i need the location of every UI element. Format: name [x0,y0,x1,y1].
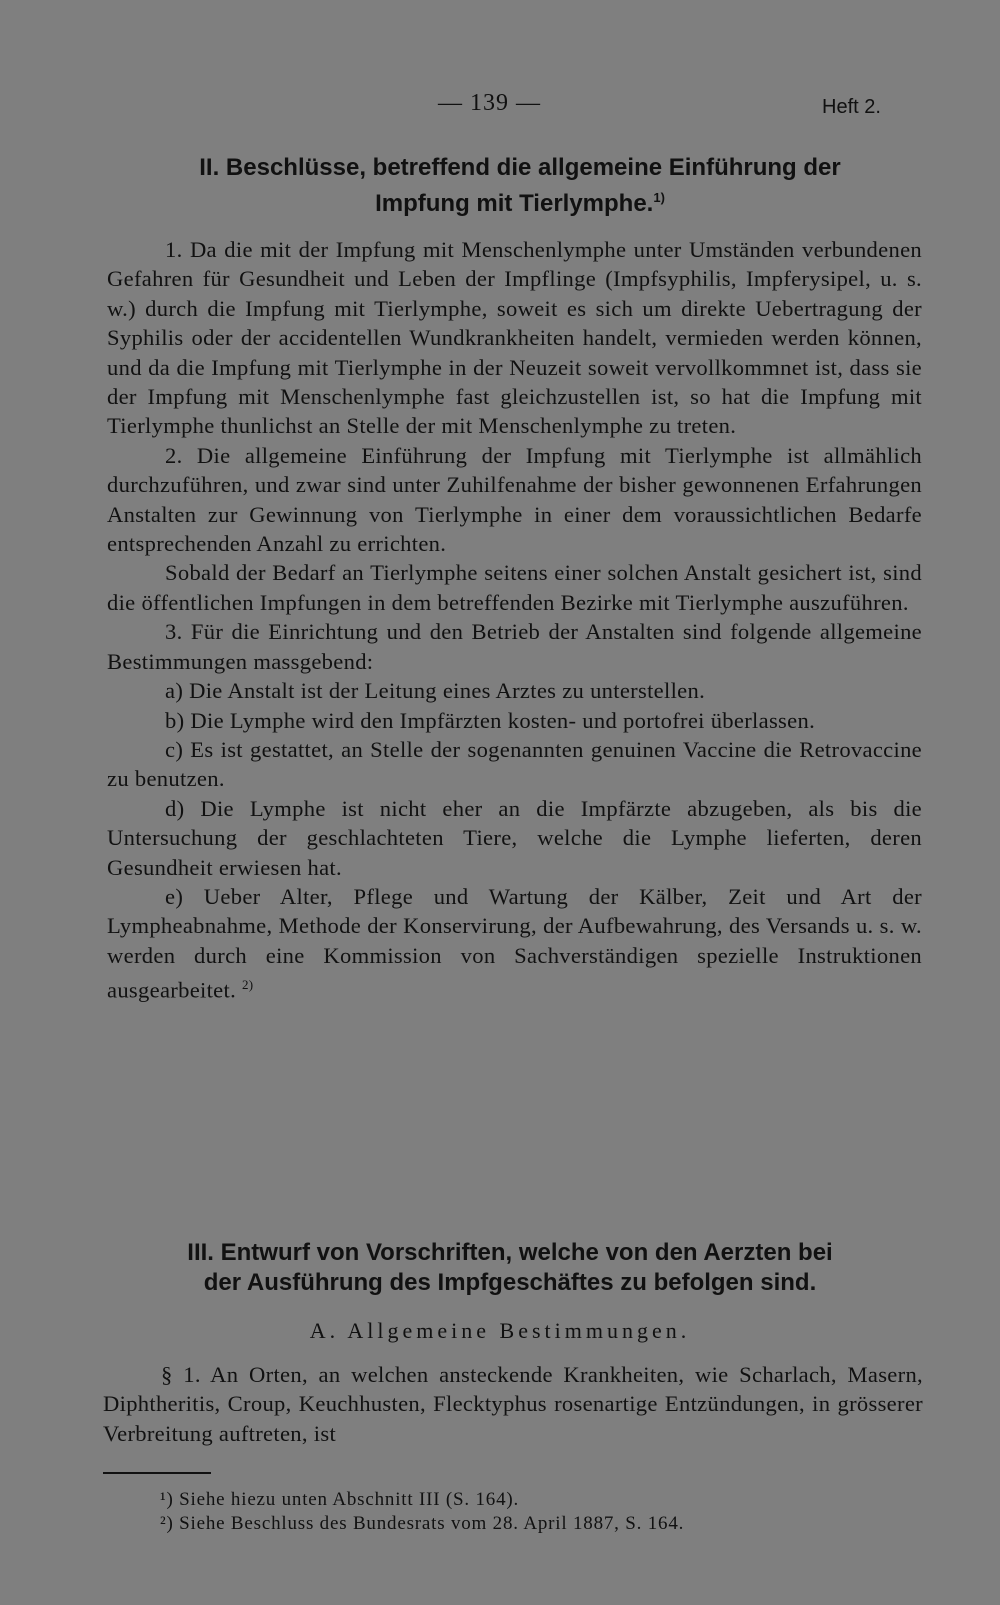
footnote-divider [103,1472,211,1474]
footnote-ref-2: 2) [241,977,254,993]
item-d: d) Die Lymphe ist nicht eher an die Impfärzte abzugeben, als bis die Untersuchung der geschlachteten Tiere, welche die Lymphe lieferten, deren Gesundheit erwiesen hat. [107,795,922,880]
section-2-title-line-1: II. Beschlüsse, betreffend die allgemeine Einführung der [199,154,841,181]
item-c: c) Es ist gestattet, an Stelle der sogenannten genuinen Vaccine die Retrovaccine zu benutzen. [107,736,922,792]
paragraph-1: 1. Da die mit der Impfung mit Menschenlymphe unter Umständen verbundenen Gefahren für Gesundheit und Leben der Impflinge (Impfsyphilis, Impferysipel, u. s. w.) durch die Impfung mit Tierlymphe, soweit es sich um direkte Uebertragung der Syphilis oder der accidentellen Wundkrankheiten handelt, vermieden werden können, und da die Impfung mit Tierlymphe in der Neuzeit soweit vervollkommnet ist, dass sie der Impfung mit Menschenlymphe fast gleichzustellen ist, so hat die Impfung mit Tierlymphe thunlichst an Stelle der mit Menschenlymphe zu treten. [107,237,922,439]
section-3-title-line-1: III. Entwurf von Vorschriften, welche von den Aerzten bei [187,1239,833,1266]
paragraph-4: 3. Für die Einrichtung und den Betrieb der Anstalten sind folgende allgemeine Bestimmungen massgebend: [107,619,922,674]
footnote-ref-1: 1) [653,190,665,205]
section-3-title [110,1238,910,1298]
page-header [0,88,1000,128]
footnotes [160,1488,920,1536]
item-e [107,882,922,1005]
footnote-2: ²) Siehe Beschluss des Bundesrats vom 28. April 1887, S. 164. [160,1513,685,1534]
subsection-title: A. Allgemeine Bestimmungen. [309,1318,691,1343]
item-a: a) Die Anstalt ist der Leitung eines Arztes zu unterstellen. [165,678,706,704]
section-2-title-line-2 [140,183,900,219]
issue-label: Heft 2. [822,96,881,118]
section-2-title [140,153,900,219]
section-2-body [107,235,922,1005]
item-b: b) Die Lymphe wird den Impfärzten kosten- und portofrei überlassen. [165,707,816,733]
paragraph-section-1: § 1. An Orten, an welchen ansteckende Krankheiten, wie Scharlach, Masern, Diphtheritis, Croup, Keuchhusten, Flecktyphus rosenartige Entzündungen, in grösserer Verbreitung auftreten, ist [103,1362,923,1446]
paragraph-2: 2. Die allgemeine Einführung der Impfung mit Tierlymphe ist allmählich durchzuführen, und zwar sind unter Zuhilfenahme der bisher gewonnenen Erfahrungen Anstalten zur Gewinnung von Tierlymphe in einer dem voraussichtlichen Bedarfe entsprechenden Anzahl zu errichten. [107,442,922,557]
section-3-body [103,1360,923,1448]
section-2-title-text: Impfung mit Tierlymphe. [375,190,654,217]
section-3-title-line-2: der Ausführung des Impfgeschäftes zu befolgen sind. [203,1269,817,1296]
page-number: — 139 — [438,90,541,116]
footnote-1: ¹) Siehe hiezu unten Abschnitt III (S. 164). [160,1489,520,1510]
item-e-text: e) Ueber Alter, Pflege und Wartung der Kälber, Zeit und Art der Lympheabnahme, Methode der Konservirung, der Aufbewahrung, des Versands u. s. w. werden durch eine Kommission von Sachverständigen spezielle Instruktionen ausgearbeitet. [107,883,922,1003]
subsection-heading [0,1316,1000,1346]
paragraph-3: Sobald der Bedarf an Tierlymphe seitens einer solchen Anstalt gesichert ist, sind die öffentlichen Impfungen in dem betreffenden Bezirke mit Tierlymphe auszuführen. [107,560,922,615]
